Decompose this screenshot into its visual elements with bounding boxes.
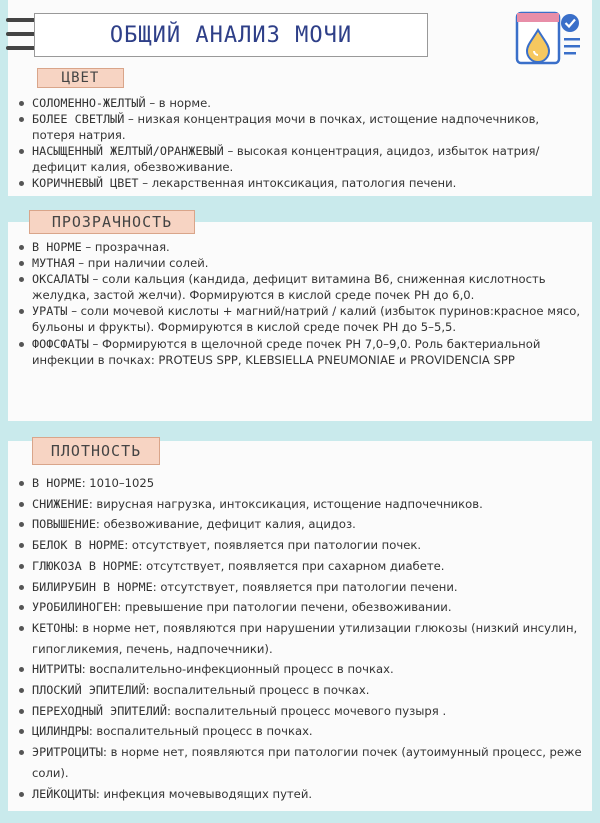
list-item: В НОРМЕ: 1010–1025 <box>18 473 584 494</box>
section-tag-color <box>37 68 124 88</box>
list-item: ПЛОСКИЙ ЭПИТЕЛИЙ: воспалительный процесс в почках. <box>18 680 584 701</box>
list-item: МУТНАЯ – при наличии солей. <box>18 255 584 271</box>
list-item: ЭРИТРОЦИТЫ: в норме нет, появляются при патологии почек (аутоимунный процесс, реже соли). <box>18 742 584 783</box>
list-item: ФОФСФАТЫ – Формируются в щелочной среде почек РН 7,0–9,0. Роль бактериальной инфекции в почках: PROTEUS SPP, KLEBSIELLA PNEUMONIAE и PROVIDENCIA SPP <box>18 336 584 368</box>
list-item: УРАТЫ – соли мочевой кислоты + магний/натрий / калий (избыток пуринов:красное мясо, бульоны и фрукты). Формируются в кислой среде почек РН до 5–5,5. <box>18 303 584 335</box>
list-item: ЦИЛИНДРЫ: воспалительный процесс в почках. <box>18 721 584 742</box>
list-item: НАСЫЩЕННЫЙ ЖЕЛТЫЙ/ОРАНЖЕВЫЙ – высокая концентрация, ацидоз, избыток натрия/дефицит калия, обезвоживание. <box>18 143 584 175</box>
section-tag-density <box>32 437 160 465</box>
list-item: БИЛИРУБИН В НОРМЕ: отсутствует, появляется при патологии печени. <box>18 577 584 598</box>
list-item: СОЛОМЕННО-ЖЕЛТЫЙ – в норме. <box>18 95 584 111</box>
list-item: ЛЕЙКОЦИТЫ: инфекция мочевыводящих путей. <box>18 784 584 805</box>
list-item: ОКСАЛАТЫ – соли кальция (кандида, дефицит витамина В6, сниженная кислотность желудка, застой желчи). Формируются в кислой среде почек РН до 6,0. <box>18 271 584 303</box>
list-item: В НОРМЕ – прозрачная. <box>18 239 584 255</box>
list-item: БЕЛОК В НОРМЕ: отсутствует, появляется при патологии почек. <box>18 535 584 556</box>
list-item: БОЛЕЕ СВЕТЛЫЙ – низкая концентрация мочи в почках, истощение надпочечников, потеря натрия. <box>18 111 584 143</box>
urine-sample-analysis-icon <box>514 10 584 68</box>
divider-band <box>0 811 600 823</box>
section-tag-transparency <box>29 210 195 234</box>
section-label: ПЛОТНОСТЬ <box>50 442 142 460</box>
color-list <box>18 95 584 192</box>
list-item: ГЛЮКОЗА В НОРМЕ: отсутствует, появляется при сахарном диабете. <box>18 556 584 577</box>
density-list <box>18 473 584 804</box>
list-item: ПЕРЕХОДНЫЙ ЭПИТЕЛИЙ: воспалительный процесс мочевого пузыря . <box>18 701 584 722</box>
list-item: НИТРИТЫ: воспалительно-инфекционный процесс в почках. <box>18 659 584 680</box>
list-item: КЕТОНЫ: в норме нет, появляются при нарушении утилизации глюкозы (низкий инсулин, гипогликемия, печень, надпочечники). <box>18 618 584 659</box>
list-item: УРОБИЛИНОГЕН: превышение при патологии печени, обезвоживании. <box>18 597 584 618</box>
list-item: КОРИЧНЕВЫЙ ЦВЕТ – лекарственная интоксикация, патология печени. <box>18 175 584 191</box>
section-label: ЦВЕТ <box>61 70 100 86</box>
page-title: ОБЩИЙ АНАЛИЗ МОЧИ <box>109 22 353 48</box>
title-banner <box>34 13 428 57</box>
section-label: ПРОЗРАЧНОСТЬ <box>51 213 173 231</box>
list-item: СНИЖЕНИЕ: вирусная нагрузка, интоксикация, истощение надпочечников. <box>18 494 584 515</box>
transparency-list <box>18 239 584 368</box>
list-item: ПОВЫШЕНИЕ: обезвоживание, дефицит калия, ацидоз. <box>18 514 584 535</box>
